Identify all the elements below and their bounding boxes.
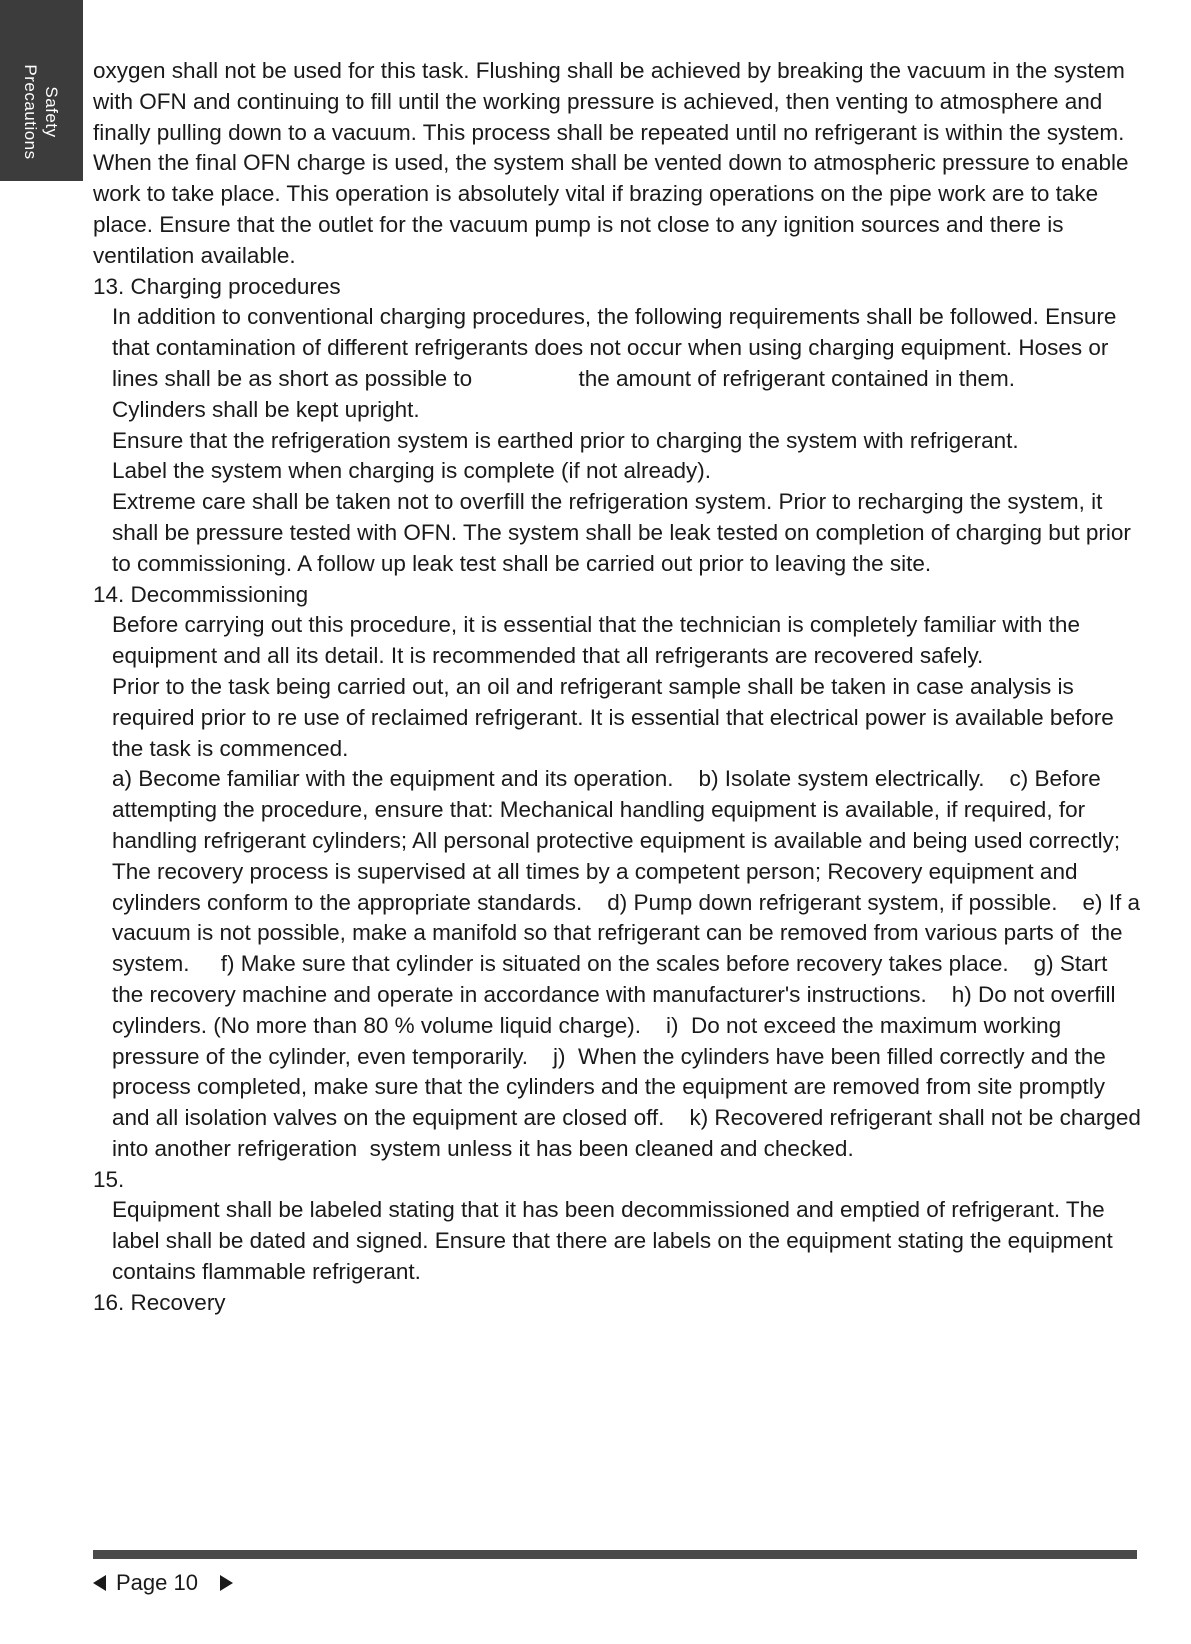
side-tab-line1: Safety xyxy=(42,86,61,138)
previous-page-icon[interactable] xyxy=(93,1575,106,1591)
section-14-heading: 14. Decommissioning xyxy=(93,581,309,607)
section-16-heading: 16. Recovery xyxy=(93,1289,226,1315)
section-13-heading: 13. Charging procedures xyxy=(93,273,341,299)
page-content xyxy=(93,56,1148,1319)
section-15-body xyxy=(93,1195,1143,1287)
page-navigation xyxy=(93,1568,233,1598)
footer-divider xyxy=(93,1550,1137,1559)
section-14-paragraph-2: Prior to the task being carried out, an oil and refrigerant sample shall be taken in case analysis is required prior to re use of reclaimed refrigerant. It is essential that electrical power is available before the task is commenced. xyxy=(112,673,1114,761)
section-13-paragraph-4: Label the system when charging is complete (if not already). xyxy=(112,458,712,484)
section-15-heading: 15. xyxy=(93,1166,125,1192)
section-13-paragraph-1: In addition to conventional charging procedures, the following requirements shall be followed. Ensure that contamination of different refrigerants does not occur when using charging equipment. Hoses or lines shall be as short as possible to the amount of refrigerant contained in them. xyxy=(112,304,1123,391)
page-number: Page 10 xyxy=(116,1570,198,1595)
section-side-tab xyxy=(0,0,83,181)
section-14-body xyxy=(93,610,1148,1164)
section-13-body xyxy=(93,302,1143,579)
section-14-steps: a) Become familiar with the equipment and its operation. b) Isolate system electrically. c) Before attempting the procedure, ensure that: Mechanical handling equipment is available, if required, for handling refrigerant cylinders; All personal protective equipment is available and being used correctly; The recovery process is supervised at all times by a competent person; Recovery equipment and cylinders conform to the appropriate standards. d) Pump down refrigerant system, if possible. e) If a vacuum is not possible, make a manifold so that refrigerant can be removed from various parts of the system. f) Make sure that cylinder is situated on the scales before recovery takes place. g) Start the recovery machine and operate in accordance with manufacturer's instructions. h) Do not overfill cylinders. (No more than 80 % volume liquid charge). i) Do not exceed the maximum working pressure of the cylinder, even temporarily. j) When the cylinders have been filled correctly and the process completed, make sure that the cylinders and the equipment are removed from site promptly and all isolation valves on the equipment are closed off. k) Recovered refrigerant shall not be charged into another refrigeration system unless it has been cleaned and checked. xyxy=(112,766,1148,1161)
side-tab-line2: Precautions xyxy=(21,64,40,160)
section-13-paragraph-3: Ensure that the refrigeration system is earthed prior to charging the system with refrigerant. xyxy=(112,427,1019,453)
next-page-icon[interactable] xyxy=(220,1575,233,1591)
section-13-paragraph-5: Extreme care shall be taken not to overfill the refrigeration system. Prior to recharging the system, it shall be pressure tested with OFN. The system shall be leak tested on completion of charging but prior to commissioning. A follow up leak test shall be carried out prior to leaving the site. xyxy=(112,489,1131,576)
section-14-paragraph-1: Before carrying out this procedure, it is essential that the technician is completely familiar with the equipment and all its detail. It is recommended that all refrigerants are recovered safely. xyxy=(112,612,1080,669)
section-15-paragraph-1: Equipment shall be labeled stating that it has been decommissioned and emptied of refrigerant. The label shall be dated and signed. Ensure that there are labels on the equipment stating the equipment contains flammable refrigerant. xyxy=(112,1197,1113,1285)
intro-paragraph: oxygen shall not be used for this task. Flushing shall be achieved by breaking the vacuum in the system with OFN and continuing to fill until the working pressure is achieved, then venting to atmosphere and finally pulling down to a vacuum. This process shall be repeated until no refrigerant is within the system. When the final OFN charge is used, the system shall be vented down to atmospheric pressure to enable work to take place. This operation is absolutely vital if brazing operations on the pipe work are to take place. Ensure that the outlet for the vacuum pump is not close to any ignition sources and there is ventilation available. xyxy=(93,58,1129,268)
side-tab-label xyxy=(20,52,62,172)
section-13-paragraph-2: Cylinders shall be kept upright. xyxy=(112,396,420,422)
